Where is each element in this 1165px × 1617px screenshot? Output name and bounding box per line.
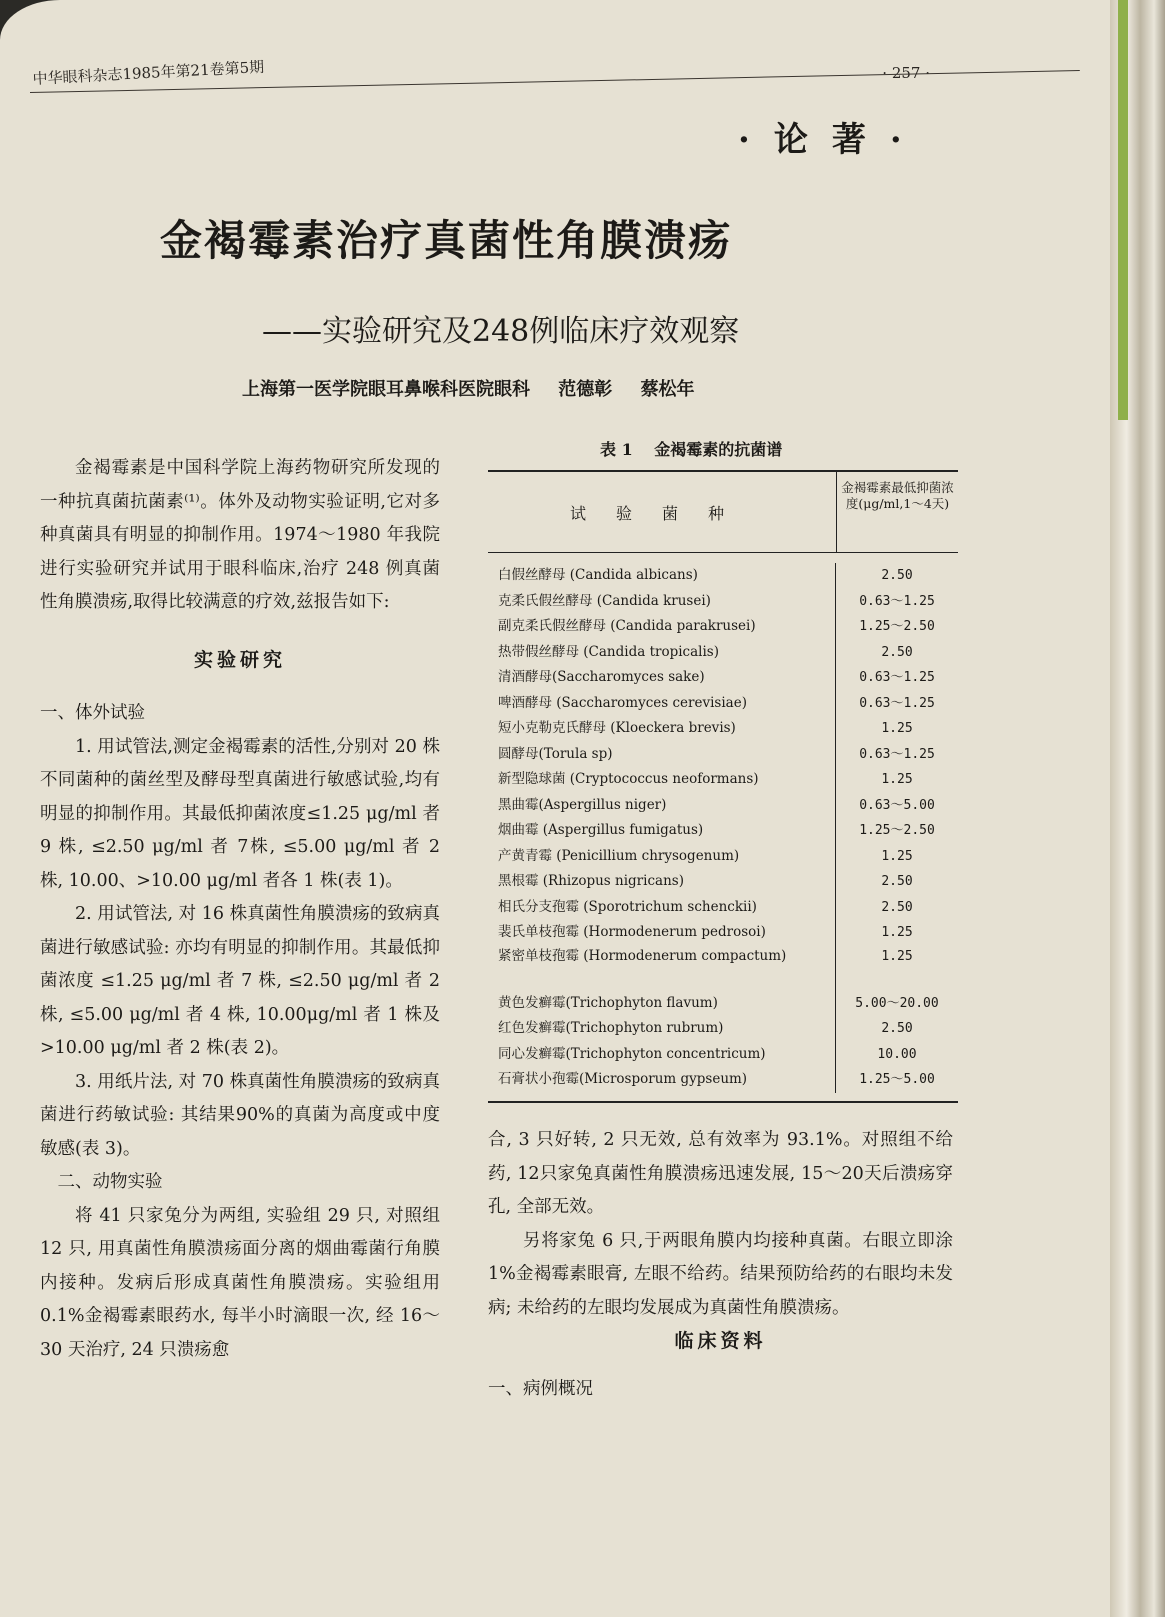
section-heading: 实验研究 [193, 648, 286, 671]
table-cell-species: 圆酵母(Torula sp) [498, 745, 613, 762]
journal-header: 中华眼科杂志1985年第21卷第5期 [32, 57, 265, 88]
table-cell-species: 同心发癣霉(Trichophyton concentricum) [498, 1045, 766, 1062]
table-cell-mic: 1.25 [881, 925, 913, 940]
table-cell-species: 新型隐球菌 (Cryptococcus neoformans) [498, 771, 759, 787]
body-paragraph: 2. 用试管法, 对 16 株真菌性角膜溃疡的致病真菌进行敏感试验: 亦均有明显的抑制作用。其最低抑菌浓度 ≤1.25 μg/ml 者 7 株, ≤2.50 μg/ml 者 2 株, ≤5.00 μg/ml 者 4 株, 10.00μg/ml 者 1 株及>10.00 μg/ml 者 2 株(表 2)。 [40, 904, 440, 1058]
body-paragraph: 合, 3 只好转, 2 只无效, 总有效率为 93.1%。对照组不给药, 12只家兔真菌性角膜溃疡迅速发展, 15～20天后溃疡穿孔, 全部无效。 [488, 1130, 953, 1217]
table-cell-mic: 2.50 [881, 874, 913, 889]
table-cell-species: 清酒酵母(Saccharomyces sake) [498, 669, 705, 685]
intro-paragraph: 金褐霉素是中国科学院上海药物研究所发现的一种抗真菌抗菌素⁽¹⁾。体外及动物实验证明,它对多种真菌具有明显的抑制作用。1974～1980 年我院进行实验研究并试用于眼科临床,治疗 248 例真菌性角膜溃疡,取得比较满意的疗效,兹报告如下: [40, 458, 440, 612]
species-column [488, 563, 836, 1093]
table-cell-mic: 0.63～1.25 [859, 593, 935, 609]
table-cell-species: 红色发癣霉(Trichophyton rubrum) [498, 1020, 724, 1036]
table-cell-species: 白假丝酵母 (Candida albicans) [498, 567, 698, 583]
table-cell-mic: 1.25 [881, 721, 913, 736]
table-cell-species: 克柔氏假丝酵母 (Candida krusei) [498, 592, 711, 609]
table-cell-species: 石膏状小孢霉(Microsporum gypseum) [498, 1071, 748, 1087]
table-cell-species: 黄色发癣霉(Trichophyton flavum) [498, 994, 718, 1011]
affiliation: 上海第一医学院眼耳鼻喉科医院眼科 [242, 379, 530, 400]
table-cell-mic: 2.50 [881, 899, 913, 915]
table-cell-species: 裴氏单枝孢霉 (Hormodenerum pedrosoi) [498, 924, 766, 940]
table-cell-mic: 2.50 [881, 644, 913, 660]
author-line [242, 375, 717, 401]
table-cell-mic: 0.63～1.25 [859, 695, 935, 711]
table-cell-species: 烟曲霉 (Aspergillus fumigatus) [498, 822, 704, 838]
table-cell-mic: 10.00 [877, 1046, 917, 1062]
table-cell-species: 黑根霉 (Rhizopus nigricans) [498, 873, 684, 889]
table-cell-mic: 1.25～5.00 [859, 1072, 935, 1087]
article-subtitle: ——实验研究及248例临床疗效观察 [262, 314, 740, 349]
mic-column [836, 563, 958, 1093]
subsection-heading: 一、体外试验 [40, 703, 145, 723]
table-cell-mic: 1.25～2.50 [859, 619, 935, 634]
table-cell-mic: 1.25～2.50 [859, 823, 935, 838]
table-cell-mic: 0.63～1.25 [859, 670, 935, 685]
subsection-heading: 二、动物实验 [57, 1172, 163, 1192]
table-header [488, 472, 958, 553]
table-cell-mic: 5.00～20.00 [855, 995, 939, 1011]
page-number: · 257 · [882, 64, 930, 82]
table-title: 金褐霉素的抗菌谱 [654, 440, 783, 459]
book-spine [1110, 0, 1165, 1617]
table-cell-species: 紧密单枝孢霉 (Hormodenerum compactum) [498, 947, 787, 964]
article-title: 金褐霉素治疗真菌性角膜溃疡 [160, 216, 733, 265]
table-cell-species: 产黄青霉 (Penicillium chrysogenum) [498, 847, 740, 864]
section-tag: ·论著· [738, 120, 926, 160]
table-cell-mic: 2.50 [881, 1021, 913, 1036]
left-column [40, 452, 440, 1367]
bookmark-ribbon [1118, 0, 1128, 420]
table-caption [600, 437, 798, 460]
table-cell-species: 热带假丝酵母 (Candida tropicalis) [498, 643, 719, 660]
table-cell-species: 黑曲霉(Aspergillus niger) [498, 796, 667, 813]
body-paragraph: 3. 用纸片法, 对 70 株真菌性角膜溃疡的致病真菌进行药敏试验: 其结果90%的真菌为高度或中度敏感(表 3)。 [40, 1071, 440, 1159]
table-cell-mic: 0.63～1.25 [859, 746, 935, 762]
antifungal-spectrum-table [488, 470, 958, 1103]
table-cell-mic: 1.25 [881, 848, 913, 864]
body-paragraph: 1. 用试管法,测定金褐霉素的活性,分别对 20 株不同菌种的菌丝型及酵母型真菌进行敏感试验,均有明显的抑制作用。其最低抑菌浓度≤1.25 μg/ml 者 9 株, ≤2.50 μg/ml 者 7株, ≤5.00 μg/ml 者 2 株, 10.00、>10.00 μg/ml 者各 1 株(表 1)。 [40, 736, 440, 891]
author-name: 蔡松年 [640, 379, 695, 400]
table-cell-species: 副克柔氏假丝酵母 (Candida parakrusei) [498, 618, 756, 634]
table-cell-species: 相氏分支孢霉 (Sporotrichum schenckii) [498, 898, 757, 915]
table-cell-mic: 1.25 [881, 948, 913, 964]
right-column [488, 1124, 953, 1406]
section-heading: 临床资料 [674, 1330, 767, 1352]
column-header-mic: 金褐霉素最低抑菌浓度(μg/ml,1～4天) [841, 480, 954, 511]
table-cell-mic: 1.25 [881, 772, 913, 787]
table-cell-species: 短小克勒克氏酵母 (Kloeckera brevis) [498, 720, 736, 736]
table-body [488, 553, 958, 1101]
subsection-heading: 一、病例概况 [488, 1378, 593, 1399]
body-paragraph: 将 41 只家兔分为两组, 实验组 29 只, 对照组 12 只, 用真菌性角膜溃疡面分离的烟曲霉菌行角膜内接种。发病后形成真菌性角膜溃疡。实验组用 0.1%金褐霉素眼药水, 每半小时滴眼一次, 经 16～30 天治疗, 24 只溃疡愈 [40, 1205, 440, 1360]
table-cell-species: 啤酒酵母 (Saccharomyces cerevisiae) [498, 694, 747, 711]
table-cell-mic: 0.63～5.00 [859, 797, 935, 813]
author-name: 范德彰 [558, 379, 613, 400]
column-header-species: 试验菌种 [488, 472, 837, 552]
body-paragraph: 另将家兔 6 只,于两眼角膜内均接种真菌。右眼立即涂 1%金褐霉素眼膏, 左眼不给药。结果预防给药的右眼均未发病; 未给药的左眼均发展成为真菌性角膜溃疡。 [488, 1230, 953, 1318]
table-cell-mic: 2.50 [881, 568, 913, 583]
table-label: 表 1 [600, 440, 633, 459]
